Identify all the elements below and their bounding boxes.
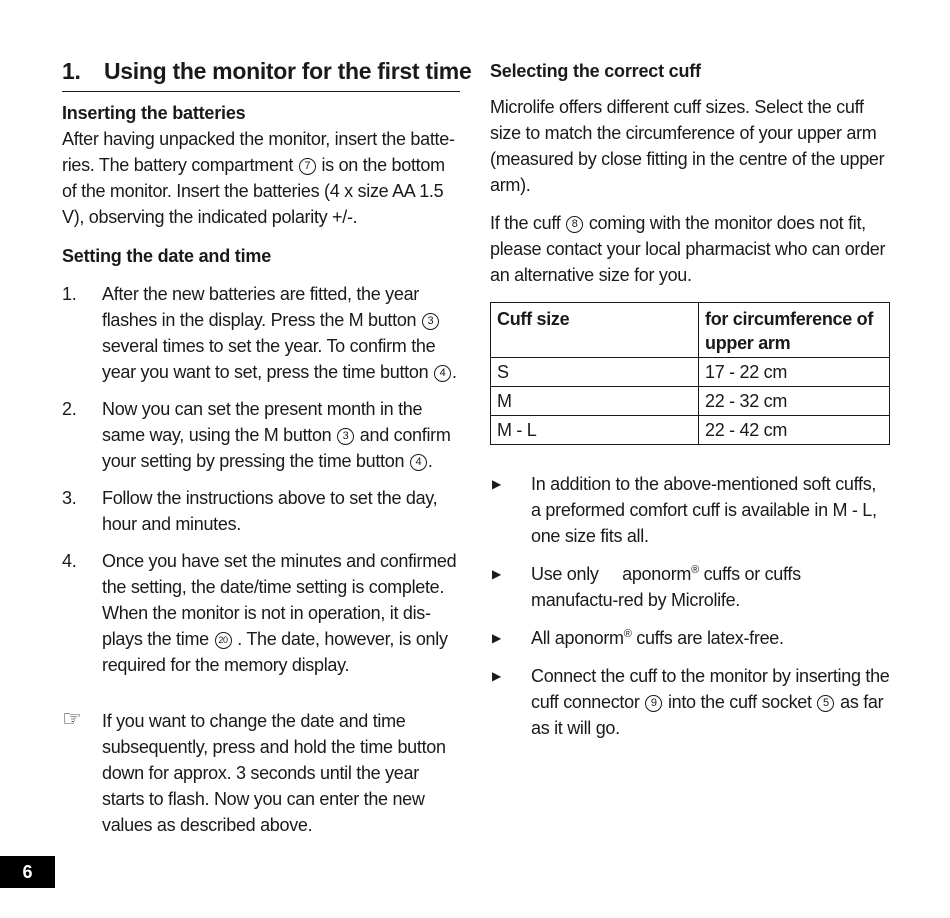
triangle-bullet-icon: ▶ bbox=[492, 669, 501, 683]
pointing-hand-icon: ☞ bbox=[62, 706, 82, 731]
circled-number-8: 8 bbox=[566, 216, 583, 233]
table-cell: M - L bbox=[491, 416, 699, 445]
right-column bbox=[490, 58, 890, 753]
datetime-steps-list bbox=[62, 281, 460, 678]
table-cell: 17 - 22 cm bbox=[699, 358, 890, 387]
left-column bbox=[62, 58, 472, 838]
circled-number-3: 3 bbox=[337, 428, 354, 445]
circled-number-3: 3 bbox=[422, 313, 439, 330]
cuff-size-table bbox=[490, 302, 890, 445]
table-header-row bbox=[491, 303, 890, 358]
section-number: 1. bbox=[62, 58, 81, 84]
circled-number-9: 9 bbox=[645, 695, 662, 712]
table-cell: S bbox=[491, 358, 699, 387]
triangle-bullet-icon: ▶ bbox=[492, 631, 501, 645]
table-cell: 22 - 42 cm bbox=[699, 416, 890, 445]
datetime-heading: Setting the date and time bbox=[62, 246, 272, 266]
list-item: 1. After the new batteries are fitted, the year flashes in the display. Press the M button 3 several times to set the year. To confirm the year you want to set, press the time button 4 . bbox=[62, 284, 457, 382]
list-item: ▶ In addition to the above-mentioned soft cuffs, a preformed comfort cuff is available in M - L, one size fits all. bbox=[490, 471, 890, 549]
batteries-paragraph: After having unpacked the monitor, insert the batte-ries. The battery compartment 7 is on the bottom of the monitor. Insert the batteries (4 x size AA 1.5 V), observing the indicated polarity +/-. bbox=[62, 129, 455, 227]
cuff-bullets-list bbox=[490, 471, 890, 741]
list-item: 3. Follow the instructions above to set the day, hour and minutes. bbox=[62, 488, 438, 534]
tip-note-text: If you want to change the date and time subsequently, press and hold the time button down for approx. 3 seconds until the year starts to flash. Now you can enter the new values as described above. bbox=[102, 711, 446, 835]
table-header-cell: for circumference of upper arm bbox=[699, 303, 890, 358]
circled-number-4: 4 bbox=[410, 454, 427, 471]
circled-number-4: 4 bbox=[434, 365, 451, 382]
tip-note bbox=[62, 708, 460, 838]
circled-number-20: 20 bbox=[215, 632, 232, 649]
section-title bbox=[62, 58, 472, 92]
table-row bbox=[491, 358, 890, 387]
table-cell: M bbox=[491, 387, 699, 416]
section-title-text: Using the monitor for the first time bbox=[104, 58, 472, 84]
batteries-heading: Inserting the batteries bbox=[62, 103, 246, 123]
list-item: ▶ Use only aponorm® cuffs or cuffs manufactu-red by Microlife. bbox=[490, 561, 890, 613]
cuff-paragraph-1: Microlife offers different cuff sizes. Select the cuff size to match the circumference of your upper arm (measured by close fitting in the centre of the upper arm). bbox=[490, 97, 885, 195]
circled-number-5: 5 bbox=[817, 695, 834, 712]
cuff-heading: Selecting the correct cuff bbox=[490, 61, 701, 81]
table-header-cell: Cuff size bbox=[491, 303, 699, 358]
list-item: ▶ All aponorm® cuffs are latex-free. bbox=[490, 625, 890, 651]
page-number: 6 bbox=[0, 856, 55, 888]
table-cell: 22 - 32 cm bbox=[699, 387, 890, 416]
cuff-paragraph-2: If the cuff 8 coming with the monitor does not fit, please contact your local pharmacist who can order an alternative size for you. bbox=[490, 213, 886, 285]
list-item: 4. Once you have set the minutes and confirmed the setting, the date/time setting is complete. When the monitor is not in operation, it dis-plays the time 20 . The date, however, is only required for the memory display. bbox=[62, 551, 457, 675]
list-item: ▶ Connect the cuff to the monitor by inserting the cuff connector 9 into the cuff socket 5 as far as it will go. bbox=[490, 663, 890, 741]
list-item: 2. Now you can set the present month in the same way, using the M button 3 and confirm your setting by pressing the time button 4 . bbox=[62, 399, 451, 471]
table-row bbox=[491, 416, 890, 445]
triangle-bullet-icon: ▶ bbox=[492, 477, 501, 491]
table-row bbox=[491, 387, 890, 416]
circled-number-7: 7 bbox=[299, 158, 316, 175]
triangle-bullet-icon: ▶ bbox=[492, 567, 501, 581]
